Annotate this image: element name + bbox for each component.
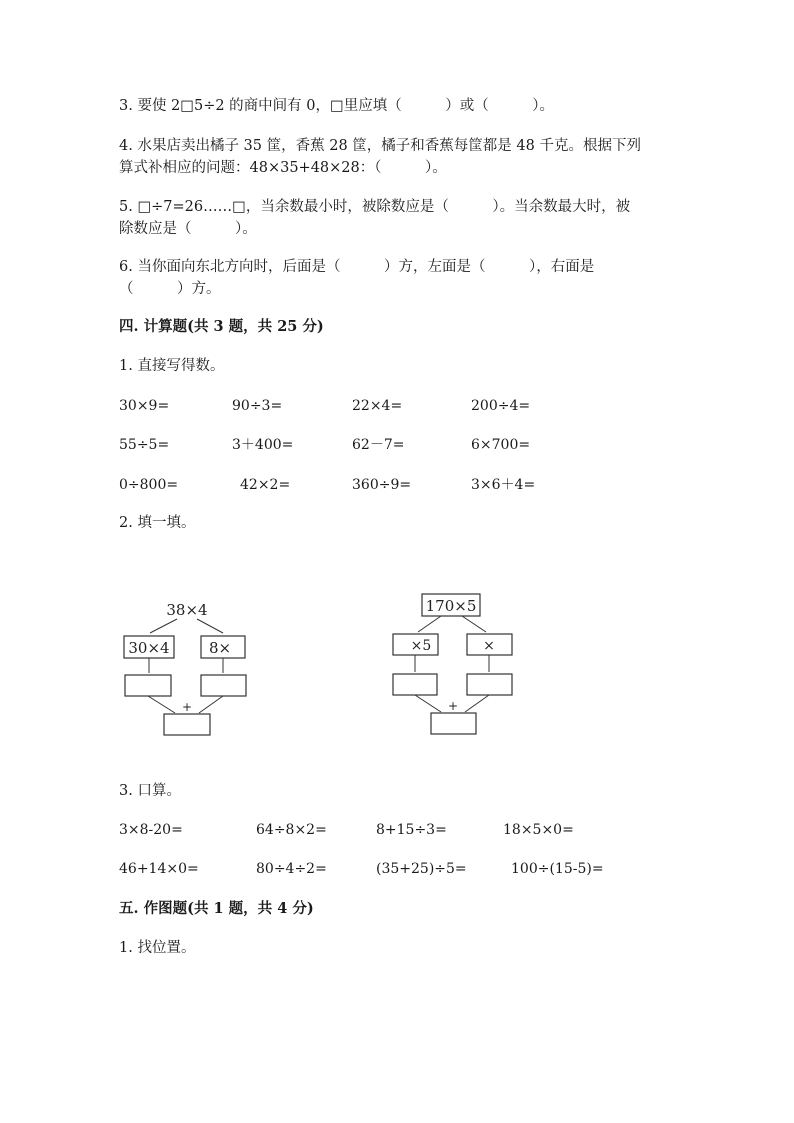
diagram-2-top-label: 170×5 bbox=[425, 597, 477, 615]
calc-cell: 18×5×0= bbox=[503, 822, 574, 838]
diagram-1-connector bbox=[148, 696, 175, 713]
calc-cell: (35+25)÷5= bbox=[376, 861, 467, 877]
diagram-1-answer-box-left[interactable] bbox=[125, 675, 171, 696]
question-4-line-2: 算式补相应的问题：48×35+48×28：（ ）。 bbox=[119, 160, 447, 176]
diagram-1-connector bbox=[199, 696, 223, 713]
section-4-q2-label: 2. 填一填。 bbox=[119, 515, 196, 531]
question-5-line-2: 除数应是（ ）。 bbox=[119, 221, 257, 237]
diagram-2-connector bbox=[465, 695, 489, 712]
diagram-2-right-label: × bbox=[483, 638, 495, 654]
calc-cell: 64÷8×2= bbox=[256, 822, 327, 838]
decomposition-diagram-1 bbox=[115, 595, 265, 745]
calc-cell: 200÷4= bbox=[471, 398, 531, 414]
calc-cell: 3×6＋4= bbox=[471, 477, 536, 493]
calc-cell: 6×700= bbox=[471, 437, 531, 453]
question-5-line-1: 5. □÷7=26……□，当余数最小时，被除数应是（ ）。当余数最大时，被 bbox=[119, 199, 631, 215]
diagram-2-connector bbox=[415, 695, 441, 712]
diagram-2-connector bbox=[462, 616, 486, 632]
diagram-1-connector bbox=[150, 619, 177, 633]
diagram-1-answer-box-sum[interactable] bbox=[164, 714, 210, 735]
diagram-2-answer-box-sum[interactable] bbox=[431, 713, 476, 734]
section-4-title: 四. 计算题(共 3 题，共 25 分) bbox=[119, 318, 324, 335]
diagram-2-answer-box-left[interactable] bbox=[393, 674, 437, 695]
decomposition-diagram-2 bbox=[385, 590, 525, 740]
section-4-q3-label: 3. 口算。 bbox=[119, 783, 181, 799]
calc-cell: 46+14×0= bbox=[119, 861, 199, 877]
calc-cell: 0÷800= bbox=[119, 477, 179, 493]
calc-cell: 22×4= bbox=[352, 398, 403, 414]
calc-cell: 30×9= bbox=[119, 398, 170, 414]
diagram-1-plus-sign: + bbox=[181, 700, 193, 714]
question-3: 3. 要使 2□5÷2 的商中间有 0，□里应填（ ）或（ ）。 bbox=[119, 98, 554, 114]
section-5-title: 五. 作图题(共 1 题，共 4 分) bbox=[119, 900, 314, 917]
diagram-1-right-label: 8× bbox=[208, 639, 232, 657]
diagram-2-plus-sign: + bbox=[447, 699, 459, 713]
section-4-q1-label: 1. 直接写得数。 bbox=[119, 358, 225, 374]
diagram-2-connector bbox=[418, 616, 441, 632]
calc-cell: 100÷(15-5)= bbox=[511, 861, 604, 877]
question-6-line-1: 6. 当你面向东北方向时，后面是（ ）方，左面是（ ），右面是 bbox=[119, 259, 595, 275]
diagram-2-answer-box-right[interactable] bbox=[467, 674, 512, 695]
calc-cell: 3＋400= bbox=[232, 437, 294, 453]
section-5-q1-label: 1. 找位置。 bbox=[119, 940, 196, 956]
diagram-1-left-label: 30×4 bbox=[128, 639, 170, 657]
diagram-1-answer-box-right[interactable] bbox=[201, 675, 246, 696]
diagram-2-left-label: ×5 bbox=[410, 638, 432, 654]
calc-cell: 80÷4÷2= bbox=[256, 861, 327, 877]
calc-cell: 55÷5= bbox=[119, 437, 170, 453]
question-6-line-2: （ ）方。 bbox=[119, 281, 221, 297]
calc-cell: 42×2= bbox=[240, 477, 291, 493]
calc-cell: 3×8-20= bbox=[119, 822, 183, 838]
question-4-line-1: 4. 水果店卖出橘子 35 筐，香蕉 28 筐，橘子和香蕉每筐都是 48 千克。根据下列 bbox=[119, 138, 641, 154]
calc-cell: 90÷3= bbox=[232, 398, 283, 414]
diagram-1-connector bbox=[197, 619, 223, 633]
calc-cell: 360÷9= bbox=[352, 477, 412, 493]
calc-cell: 62－7= bbox=[352, 437, 405, 453]
diagram-1-top-label: 38×4 bbox=[166, 601, 208, 619]
calc-cell: 8+15÷3= bbox=[376, 822, 447, 838]
